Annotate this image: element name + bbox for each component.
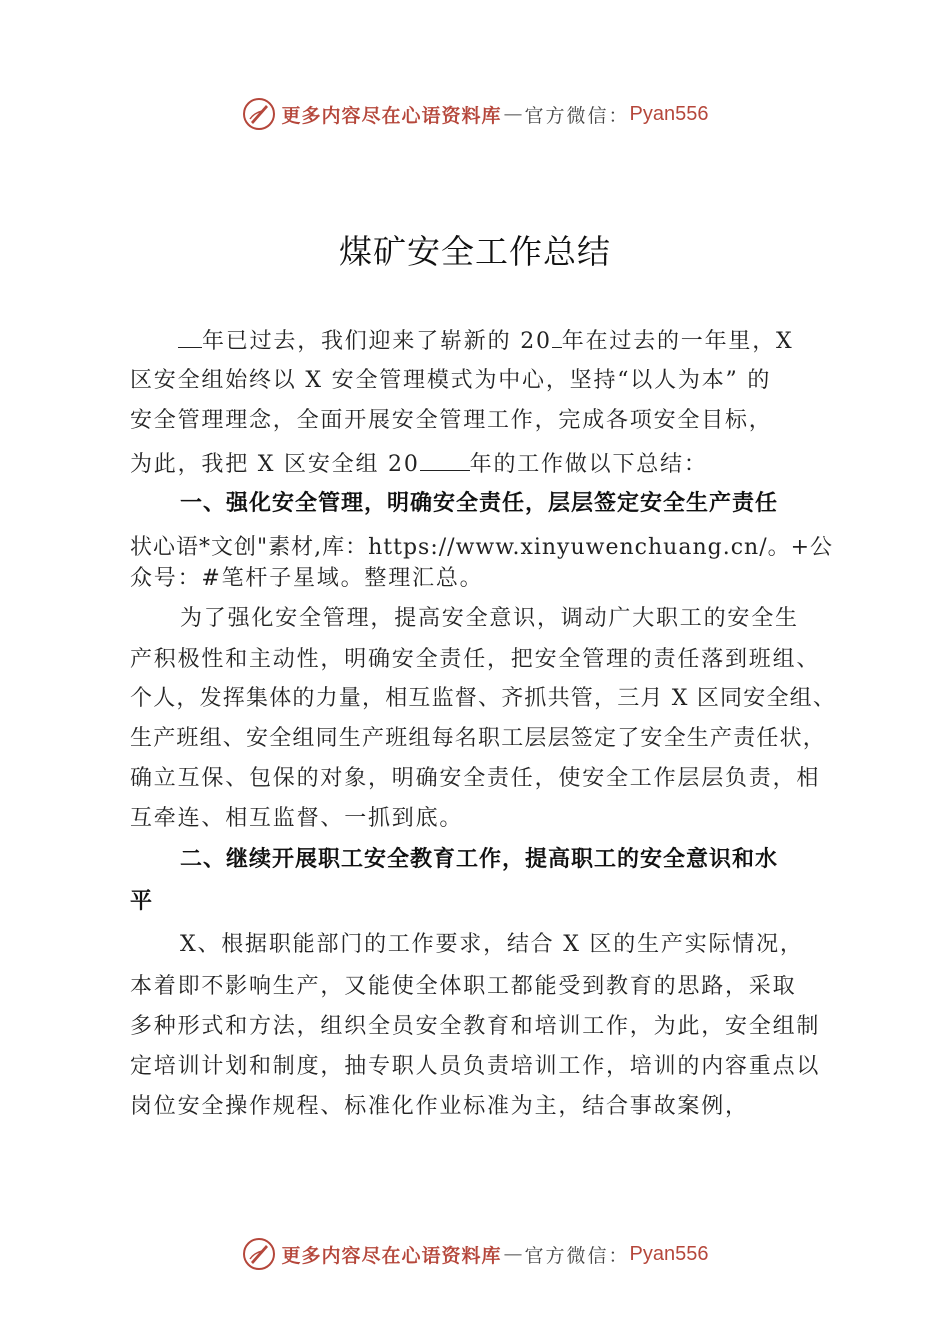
section-2-paragraph-line-3: 多种形式和方法，组织全员安全教育和培训工作，为此，安全组制	[130, 1014, 821, 1039]
section-1-paragraph-line-2: 产积极性和主动性，明确安全责任，把安全管理的责任落到班组、	[130, 647, 821, 672]
footer-banner	[0, 1234, 950, 1274]
section-2-heading-line-1: 二、继续开展职工安全教育工作，提高职工的安全意识和水	[180, 847, 779, 872]
section-2-paragraph-line-2: 本着即不影响生产，又能使全体职工都能受到教育的思路，采取	[130, 974, 797, 999]
document-title: 煤矿安全工作总结	[339, 232, 611, 271]
banner-contact-label: 官方微信：	[524, 104, 630, 127]
watermark-line-2: 众号：#笔杆子星域。整理汇总。	[130, 566, 484, 591]
section-2-paragraph-line-1: X、根据职能部门的工作要求，结合 X 区的生产实际情况，	[180, 932, 804, 957]
section-2-paragraph-line-4: 定培训计划和制度，抽专职人员负责培训工作，培训的内容重点以	[130, 1054, 821, 1079]
section-1-heading: 一、强化安全管理，明确安全责任，层层签定安全生产责任	[180, 491, 779, 516]
banner-wechat-id: Pyan556	[629, 1242, 709, 1265]
quill-logo-icon	[242, 97, 276, 131]
intro-line-1	[178, 325, 898, 357]
intro-line-4b: 年的工作做以下总结：	[469, 452, 708, 477]
intro-line-4	[130, 448, 850, 480]
section-1-paragraph-line-6: 互牵连、相互监督、一抓到底。	[130, 806, 464, 831]
header-banner	[0, 94, 950, 134]
section-1-paragraph-line-4: 生产班组、安全组同生产班组每名职工层层签定了安全生产责任状，	[130, 726, 827, 751]
banner-wechat-id: Pyan556	[629, 102, 709, 125]
quill-logo-icon	[242, 1237, 276, 1271]
banner-ad-text: 更多内容尽在心语资料库	[281, 104, 502, 127]
section-2-heading-line-2: 平	[130, 889, 154, 914]
section-1-paragraph-line-3: 个人，发挥集体的力量，相互监督、齐抓共管，三月 X 区同安全组、	[130, 686, 837, 711]
intro-line-4a: 为此，我把 X 区安全组 20	[130, 452, 420, 477]
banner-contact-label: 官方微信：	[524, 1244, 630, 1267]
intro-line-1b: 年在过去的一年里，X	[561, 329, 794, 354]
section-2-paragraph-line-5: 岗位安全操作规程、标准化作业标准为主，结合事故案例，	[130, 1094, 749, 1119]
blank-line	[552, 325, 562, 348]
intro-line-2: 区安全组始终以 X 安全管理模式为中心，坚持“以人为本” 的	[130, 368, 772, 393]
intro-line-3: 安全管理理念，全面开展安全管理工作，完成各项安全目标，	[130, 408, 773, 433]
blank-line	[420, 448, 470, 471]
banner-ad-text: 更多内容尽在心语资料库	[281, 1244, 502, 1267]
intro-line-1a: 年已过去，我们迎来了崭新的 20	[202, 329, 552, 354]
watermark-line-1: 状心语*文创"素材,库：https://www.xinyuwenchuang.cn/。+公	[130, 535, 834, 560]
section-1-paragraph-line-5: 确立互保、包保的对象，明确安全责任，使安全工作层层负责，相	[130, 766, 821, 791]
banner-separator: —	[503, 103, 523, 125]
blank-line	[178, 325, 202, 348]
banner-separator: —	[503, 1243, 523, 1265]
section-1-paragraph-line-1: 为了强化安全管理，提高安全意识，调动广大职工的安全生	[180, 606, 799, 631]
